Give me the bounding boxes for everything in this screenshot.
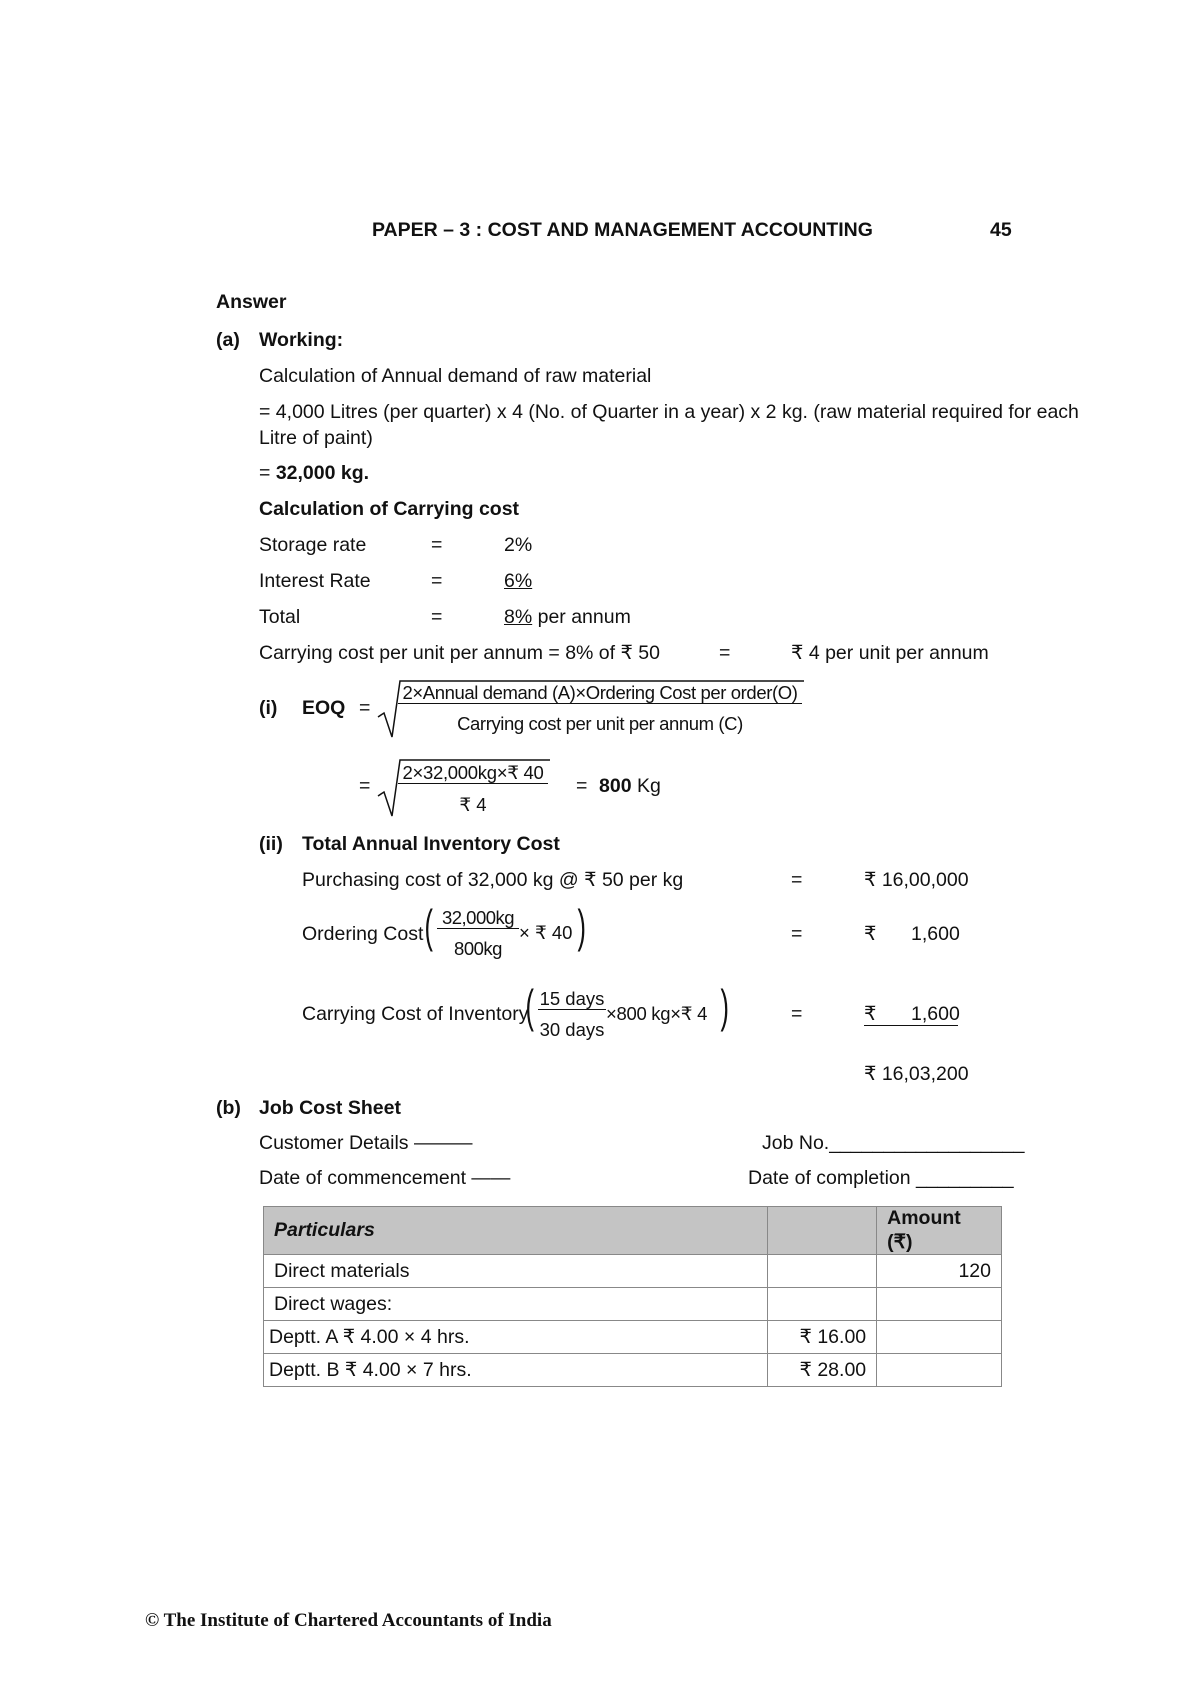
ordering-cost-value: 1,600	[911, 923, 960, 945]
date-completion: Date of completion _________	[748, 1167, 1014, 1189]
carrying-denominator: 30 days	[539, 1019, 605, 1040]
eoq-formula-denominator: Carrying cost per unit per annum (C)	[457, 713, 743, 734]
eoq-result-value: 800	[599, 775, 632, 797]
cell-amount	[877, 1354, 1002, 1387]
cell-sub-amount: ₹ 28.00	[768, 1354, 877, 1387]
part-a-label: (a)	[216, 329, 240, 351]
col-header-blank	[768, 1207, 877, 1255]
carrying-unit-eq: =	[719, 642, 731, 664]
eoq-label: (i)	[259, 697, 278, 719]
total-cost-label: (ii)	[259, 833, 283, 855]
cell-particulars: Deptt. B ₹ 4.00 × 7 hrs.	[264, 1354, 768, 1387]
cell-particulars: Direct wages:	[264, 1288, 768, 1321]
rate-eq: =	[431, 570, 443, 592]
rate-value-total	[504, 606, 631, 628]
answer-heading: Answer	[216, 291, 287, 313]
job-cost-sheet-heading: Job Cost Sheet	[259, 1097, 401, 1119]
cell-sub-amount: ₹ 16.00	[768, 1321, 877, 1354]
left-paren-icon: (	[424, 900, 433, 952]
eoq-calc-denominator: ₹ 4	[459, 794, 487, 815]
eoq-formula-numerator: 2×Annual demand (A)×Ordering Cost per order(O)	[398, 682, 802, 704]
rate-value-storage: 2%	[504, 534, 533, 556]
carrying-numerator: 15 days	[539, 988, 605, 1009]
carrying-inventory-currency: ₹	[864, 1003, 877, 1025]
ordering-numerator: 32,000kg	[437, 907, 519, 929]
rate-label-storage: Storage rate	[259, 534, 367, 556]
job-cost-table	[263, 1206, 1002, 1387]
cell-sub-amount	[768, 1288, 877, 1321]
rate-label-interest: Interest Rate	[259, 570, 371, 592]
right-paren-icon: )	[577, 900, 586, 952]
purchasing-cost-value: ₹ 16,00,000	[864, 869, 969, 891]
customer-details: Customer Details ———	[259, 1132, 473, 1154]
date-commencement: Date of commencement ——	[259, 1167, 511, 1189]
page-title: PAPER – 3 : COST AND MANAGEMENT ACCOUNTING	[372, 219, 873, 241]
carrying-inventory-value: 1,600	[911, 1003, 960, 1025]
rate-eq: =	[431, 606, 443, 628]
ordering-cost-label: Ordering Cost	[302, 923, 424, 945]
rate-label-total: Total	[259, 606, 301, 628]
total-inventory-cost: ₹ 16,03,200	[864, 1063, 969, 1085]
carrying-inventory-eq: =	[791, 1003, 803, 1025]
carrying-multiplier: ×800 kg×₹ 4	[606, 1003, 708, 1024]
eoq-eq: =	[359, 697, 371, 719]
ordering-cost-eq: =	[791, 923, 803, 945]
purchasing-cost-eq: =	[791, 869, 803, 891]
rate-value-interest: 6%	[504, 570, 533, 592]
eoq-name: EOQ	[302, 697, 346, 719]
cell-particulars: Direct materials	[264, 1255, 768, 1288]
annual-demand-title: Calculation of Annual demand of raw material	[259, 365, 652, 387]
eoq-result-eq: =	[576, 775, 588, 797]
ordering-multiplier: × ₹ 40	[519, 922, 573, 943]
annual-demand-result	[259, 462, 369, 484]
eoq-calc-numerator: 2×32,000kg×₹ 40	[398, 762, 548, 784]
cell-particulars: Deptt. A ₹ 4.00 × 4 hrs.	[264, 1321, 768, 1354]
carrying-inventory-amount	[864, 1003, 958, 1026]
eoq-calc-eq: =	[359, 775, 371, 797]
table-row	[264, 1321, 1002, 1354]
total-rate: 8%	[504, 606, 533, 628]
table-row	[264, 1354, 1002, 1387]
carrying-inventory-label: Carrying Cost of Inventory	[302, 1003, 529, 1025]
total-rate-suffix: per annum	[532, 606, 631, 628]
table-row	[264, 1288, 1002, 1321]
purchasing-cost-label: Purchasing cost of 32,000 kg @ ₹ 50 per kg	[302, 869, 684, 891]
col-header-particulars: Particulars	[264, 1207, 768, 1255]
cell-sub-amount	[768, 1255, 877, 1288]
cell-amount: 120	[877, 1255, 1002, 1288]
footer-copyright: © The Institute of Chartered Accountants of India	[145, 1610, 552, 1631]
table-header-row	[264, 1207, 1002, 1255]
right-paren-icon: )	[720, 980, 729, 1032]
total-cost-heading: Total Annual Inventory Cost	[302, 833, 560, 855]
ordering-cost-currency: ₹	[864, 923, 877, 945]
annual-demand-line1: = 4,000 Litres (per quarter) x 4 (No. of Quarter in a year) x 2 kg. (raw material required for each	[259, 401, 1079, 423]
job-number: Job No.__________________	[762, 1132, 1025, 1154]
result-prefix: =	[259, 462, 276, 484]
rate-eq: =	[431, 534, 443, 556]
carrying-unit-label: Carrying cost per unit per annum = 8% of ₹ 50	[259, 642, 660, 664]
ordering-denominator: 800kg	[454, 938, 502, 959]
table-row	[264, 1255, 1002, 1288]
cell-amount	[877, 1321, 1002, 1354]
working-heading: Working:	[259, 329, 344, 351]
cell-amount	[877, 1288, 1002, 1321]
eoq-result-unit: Kg	[631, 775, 661, 797]
carrying-unit-value: ₹ 4 per unit per annum	[791, 642, 989, 664]
left-paren-icon: (	[525, 980, 534, 1032]
annual-demand-line2: Litre of paint)	[259, 427, 373, 449]
eoq-result	[599, 775, 661, 797]
result-value: 32,000 kg.	[275, 462, 370, 484]
col-header-amount: Amount (₹)	[877, 1207, 1002, 1255]
page-number: 45	[990, 219, 1012, 241]
carrying-cost-title: Calculation of Carrying cost	[259, 498, 520, 520]
part-b-label: (b)	[216, 1097, 241, 1119]
